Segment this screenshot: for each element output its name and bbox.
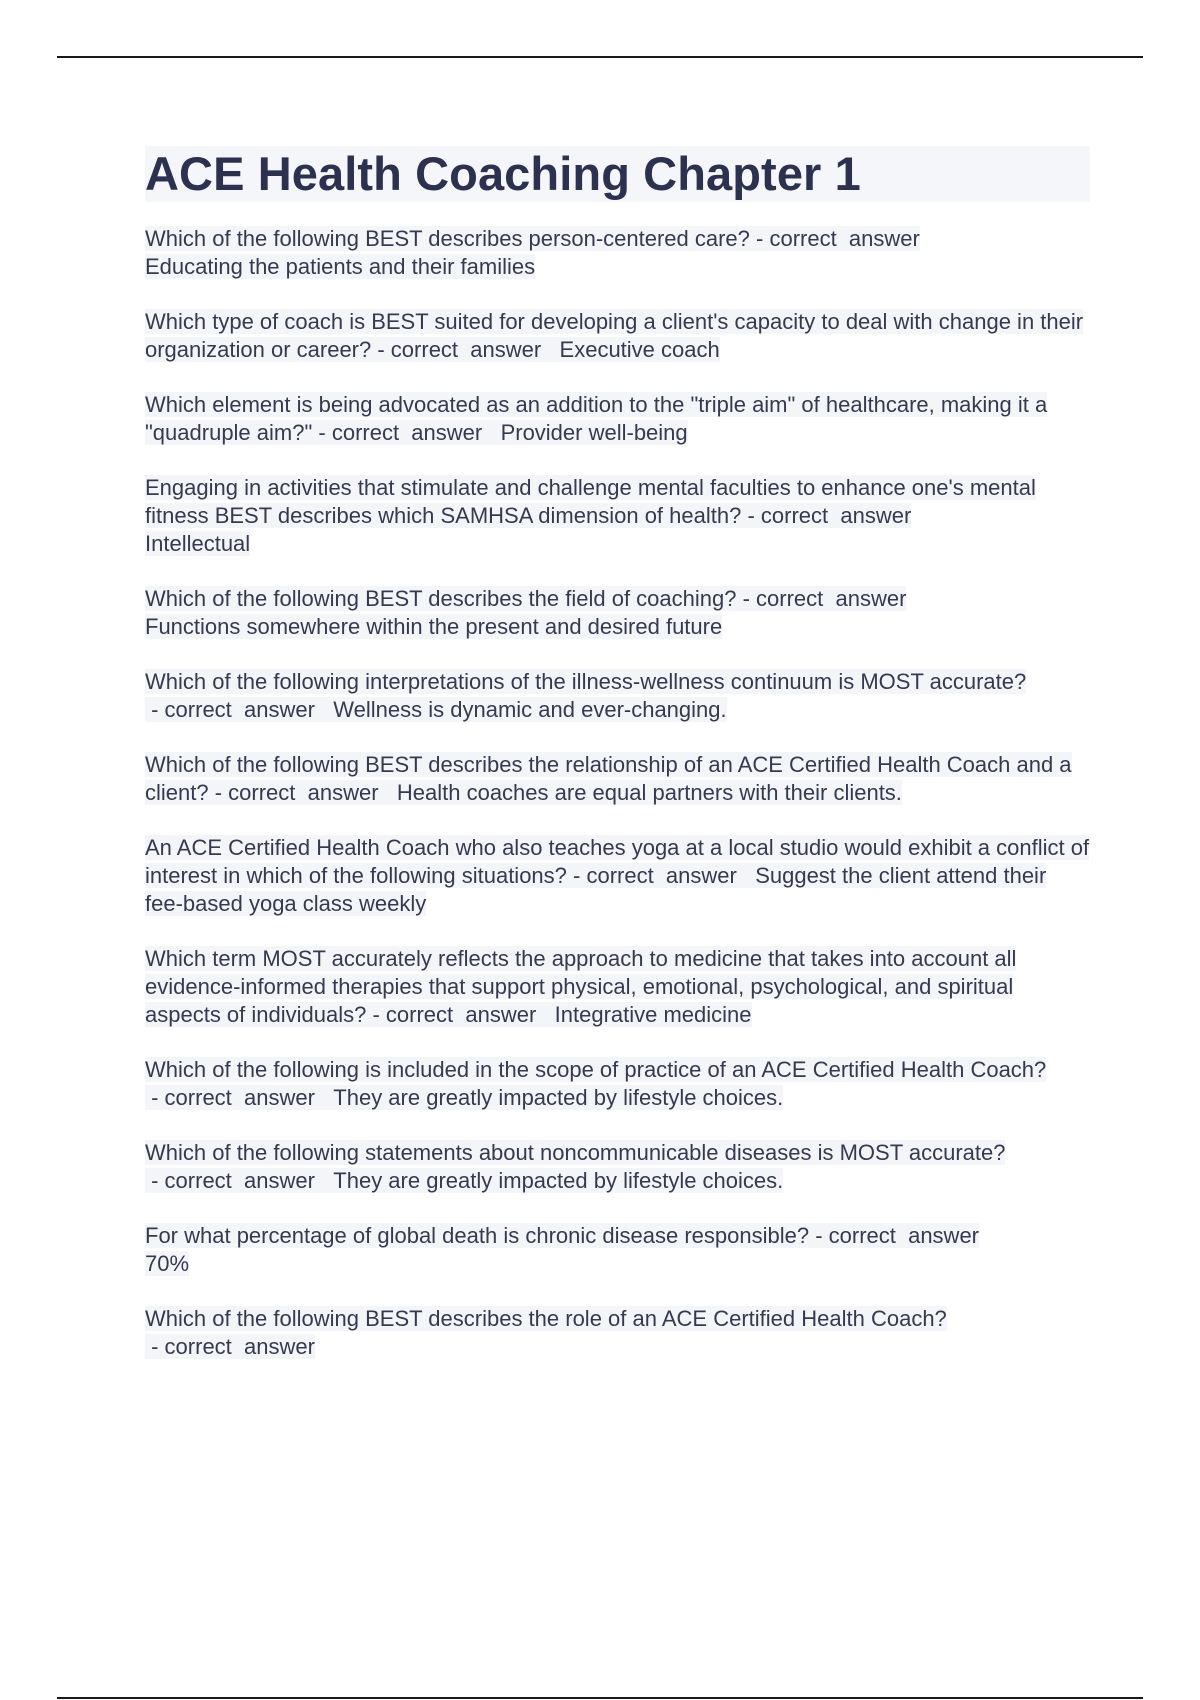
answer-text: Suggest the client attend their fee-based yoga class weekly [145,863,1047,916]
answer-separator: - correct answer [312,420,483,445]
answer-text: Functions somewhere within the present and desired future [145,614,723,639]
answer-text: Wellness is dynamic and ever-changing. [333,697,727,722]
answer-separator: - correct answer [145,1334,315,1359]
question-text: Which of the following BEST describes the role of an ACE Certified Health Coach? [145,1306,947,1331]
qa-item [145,308,1090,364]
answer-text: Health coaches are equal partners with their clients. [396,780,902,805]
answer-text: Executive coach [559,337,720,362]
answer-text: 70% [145,1251,190,1276]
question-text: For what percentage of global death is chronic disease responsible? [145,1223,810,1248]
question-text: Engaging in activities that stimulate and challenge mental faculties to enhance one's mental fitness BEST describes which SAMHSA dimension of health? [145,475,1036,528]
answer-separator: - correct answer [749,226,920,251]
qa-item [145,945,1090,1029]
qa-item [145,585,1090,641]
answer-separator: - correct answer [208,780,379,805]
question-text: Which of the following BEST describes the relationship of an ACE Certified Health Coach and a client? [145,752,1072,805]
answer-separator: - correct answer [741,503,912,528]
answer-separator: - correct answer [145,1168,315,1193]
answer-separator: - correct answer [145,697,315,722]
answer-text: Provider well-being [500,420,688,445]
qa-item [145,1305,1090,1361]
qa-item [145,1222,1090,1278]
qa-item [145,1056,1090,1112]
answer-separator: - correct answer [736,586,907,611]
top-rule [57,56,1143,58]
document-title: ACE Health Coaching Chapter 1 [145,146,1090,202]
question-text: Which term MOST accurately reflects the approach to medicine that takes into account all evidence-informed therapies that support physical, emotional, psychological, and spiritual aspects of individuals? [145,946,1017,1027]
qa-list [145,225,1090,1361]
qa-item [145,751,1090,807]
question-text: Which of the following BEST describes person-centered care? [145,226,750,251]
answer-text: Educating the patients and their families [145,254,536,279]
answer-separator: - correct answer [366,1002,537,1027]
answer-text: They are greatly impacted by lifestyle choices. [333,1085,784,1110]
qa-item [145,474,1090,558]
answer-text: Intellectual [145,531,251,556]
answer-separator: - correct answer [566,863,737,888]
qa-item [145,1139,1090,1195]
question-text: Which type of coach is BEST suited for developing a client's capacity to deal with change in their organization or career? [145,309,1084,362]
question-text: Which element is being advocated as an addition to the "triple aim" of healthcare, making it a "quadruple aim?" [145,392,1048,445]
question-text: Which of the following is included in the scope of practice of an ACE Certified Health Coach? [145,1057,1047,1082]
question-text: Which of the following statements about noncommunicable diseases is MOST accurate? [145,1140,1006,1165]
answer-separator: - correct answer [145,1085,315,1110]
document-body [145,146,1090,1388]
qa-item [145,225,1090,281]
qa-item [145,668,1090,724]
answer-separator: - correct answer [809,1223,980,1248]
qa-item [145,834,1090,918]
answer-text: They are greatly impacted by lifestyle choices. [333,1168,784,1193]
qa-item [145,391,1090,447]
question-text: Which of the following BEST describes the field of coaching? [145,586,737,611]
bottom-rule [57,1697,1143,1699]
question-text: An ACE Certified Health Coach who also teaches yoga at a local studio would exhibit a conflict of interest in which of the following situations? [145,835,1090,888]
answer-text: Integrative medicine [554,1002,752,1027]
answer-separator: - correct answer [371,337,542,362]
question-text: Which of the following interpretations of the illness-wellness continuum is MOST accurate? [145,669,1027,694]
